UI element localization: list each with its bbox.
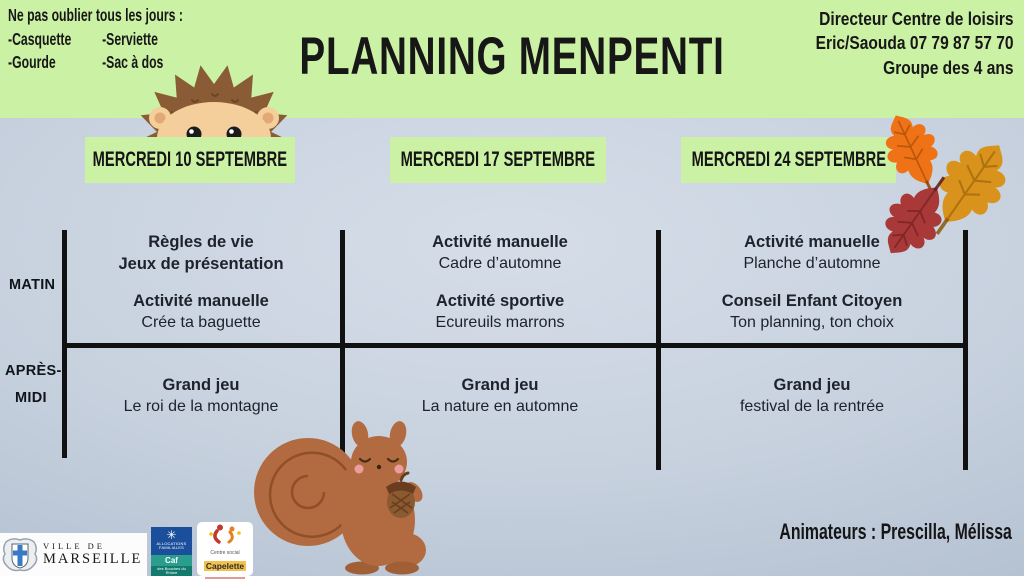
- grid-vline-right: [963, 230, 968, 470]
- date-label: MERCREDI 17 SEPTEMBRE: [400, 148, 596, 171]
- caf-logo-name: Caf: [151, 555, 192, 566]
- activity-title: Activité manuelle: [133, 292, 269, 310]
- group-label: Groupe des 4 ans: [883, 56, 1014, 78]
- cell-morning-sep17: [350, 231, 650, 349]
- director-info: [816, 7, 1014, 80]
- director-phone: Eric/Saouda 07 79 87 57 70: [816, 32, 1014, 54]
- row-label-afternoon-line2: MIDI: [15, 390, 47, 406]
- activity-title: Conseil Enfant Citoyen: [721, 292, 903, 310]
- activity-subtitle: Ecureuils marrons: [435, 314, 565, 331]
- marseille-logo-line1: VILLE DE: [43, 541, 106, 551]
- animators-label: Animateurs : Prescilla, Mélissa: [779, 519, 1012, 544]
- activity-block: [350, 231, 650, 275]
- caf-logo-top: [151, 527, 192, 555]
- date-header-sep17: [390, 137, 606, 183]
- activity-title: Activité manuelle: [432, 233, 568, 251]
- activity-title: Jeux de présentation: [118, 255, 284, 273]
- date-header-sep10: [85, 137, 295, 183]
- autumn-leaves-illustration: [856, 92, 1024, 260]
- activity-block: [67, 290, 335, 334]
- reminder-item: -Gourde: [8, 51, 56, 72]
- activity-title: Règles de vie: [148, 233, 254, 251]
- activity-title: Grand jeu: [773, 376, 851, 394]
- caf-logo-region: des Bouches du Rhône: [151, 566, 192, 576]
- activity-block: [350, 290, 650, 334]
- activity-subtitle: Le roi de la montagne: [123, 398, 279, 415]
- cell-morning-sep10: [67, 231, 335, 349]
- activity-subtitle: La nature en automne: [421, 398, 579, 415]
- capelette-logo-line2: Capelette: [205, 561, 245, 571]
- ville-de-marseille-logo: [0, 533, 147, 576]
- activity-subtitle: Cadre d’automne: [438, 255, 562, 272]
- date-label: MERCREDI 24 SEPTEMBRE: [691, 148, 886, 171]
- marseille-logo-line2: MARSEILLE: [43, 551, 143, 567]
- activity-title: Grand jeu: [461, 376, 539, 394]
- marseille-coat-of-arms-icon: [0, 536, 40, 574]
- caf-emblem-icon: ✳: [166, 528, 177, 542]
- page-title: PLANNING MENPENTI: [299, 27, 725, 86]
- grid-vline-col3: [656, 230, 661, 470]
- capelette-logo-line1: Centre social: [210, 550, 240, 556]
- squirrel-illustration: [250, 400, 436, 576]
- activity-subtitle: Planche d’automne: [743, 255, 881, 272]
- activity-subtitle: Ton planning, ton choix: [730, 314, 894, 331]
- activity-subtitle: festival de la rentrée: [739, 398, 885, 415]
- activity-title: Activité sportive: [435, 292, 565, 310]
- caf-logo: [151, 527, 192, 576]
- reminder-title: Ne pas oublier tous les jours :: [8, 5, 183, 25]
- activity-subtitle: Crée ta baguette: [141, 314, 261, 331]
- activity-title: Activité manuelle: [744, 233, 880, 251]
- marseille-logo-text: [43, 541, 142, 568]
- director-line: Directeur Centre de loisirs: [819, 8, 1014, 29]
- reminder-item: -Serviette: [102, 29, 158, 49]
- centre-social-capelette-logo: [197, 522, 253, 576]
- caf-logo-allocations: ALLOCATIONS FAMILIALES: [156, 541, 187, 550]
- cell-afternoon-sep24: [666, 374, 958, 418]
- reminder-item: -Sac à dos: [102, 51, 164, 72]
- activity-block: [666, 290, 958, 334]
- row-label-afternoon-line1: APRÈS-: [5, 363, 62, 379]
- row-label-morning: MATIN: [9, 277, 56, 293]
- date-label: MERCREDI 10 SEPTEMBRE: [92, 148, 288, 171]
- reminder-item: -Casquette: [8, 29, 72, 49]
- row-label-afternoon: [5, 363, 62, 406]
- capelette-figures-icon: [208, 524, 242, 544]
- activity-block: [67, 231, 335, 275]
- activity-title: Grand jeu: [162, 376, 240, 394]
